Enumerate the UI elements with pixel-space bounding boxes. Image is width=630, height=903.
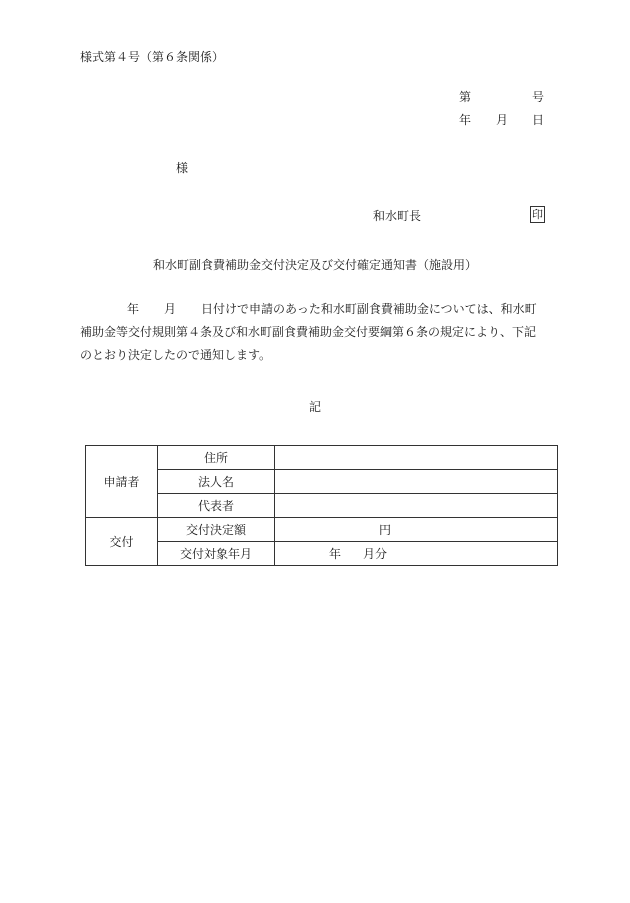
address-value — [275, 446, 558, 470]
table-row — [86, 446, 558, 470]
doc-number-prefix: 第 — [459, 90, 472, 104]
form-number: 様式第４号（第６条関係） — [80, 50, 225, 64]
issuer: 和水町長 — [373, 209, 422, 223]
seal: 印 — [532, 208, 543, 221]
grant-period-year: 年 — [329, 547, 342, 561]
date-year: 年 — [459, 113, 472, 127]
grant-amount-label: 交付決定額 — [158, 518, 275, 542]
corp-name-label: 法人名 — [158, 470, 275, 494]
grant-period-month: 月分 — [363, 547, 388, 561]
representative-value — [275, 494, 558, 518]
body-month: 月 — [164, 302, 177, 316]
body-line2: 補助金等交付規則第４条及び和水町副食費補助金交付要綱第６条の規定により、下記 — [80, 325, 537, 339]
grant-amount-unit: 円 — [379, 523, 392, 537]
recipient-suffix: 様 — [176, 161, 189, 175]
ki-label: 記 — [308, 400, 321, 414]
grant-amount-value — [275, 518, 558, 542]
seal-box — [530, 206, 545, 223]
applicant-header: 申請者 — [86, 446, 158, 518]
date-month: 月 — [496, 113, 509, 127]
address-label: 住所 — [158, 446, 275, 470]
date-day: 日 — [532, 113, 545, 127]
corp-name-value — [275, 470, 558, 494]
table-row — [86, 518, 558, 542]
grant-header: 交付 — [86, 518, 158, 566]
document-title: 和水町副食費補助金交付決定及び交付確定通知書（施設用） — [152, 258, 477, 272]
body-year: 年 — [127, 302, 140, 316]
representative-label: 代表者 — [158, 494, 275, 518]
info-table — [85, 445, 558, 566]
doc-number-suffix: 号 — [532, 90, 545, 104]
body-line1: 日付けで申請のあった和水町副食費補助金については、和水町 — [201, 302, 537, 316]
grant-period-value — [275, 542, 558, 566]
grant-period-label: 交付対象年月 — [158, 542, 275, 566]
body-line3: のとおり決定したので通知します。 — [80, 348, 272, 362]
